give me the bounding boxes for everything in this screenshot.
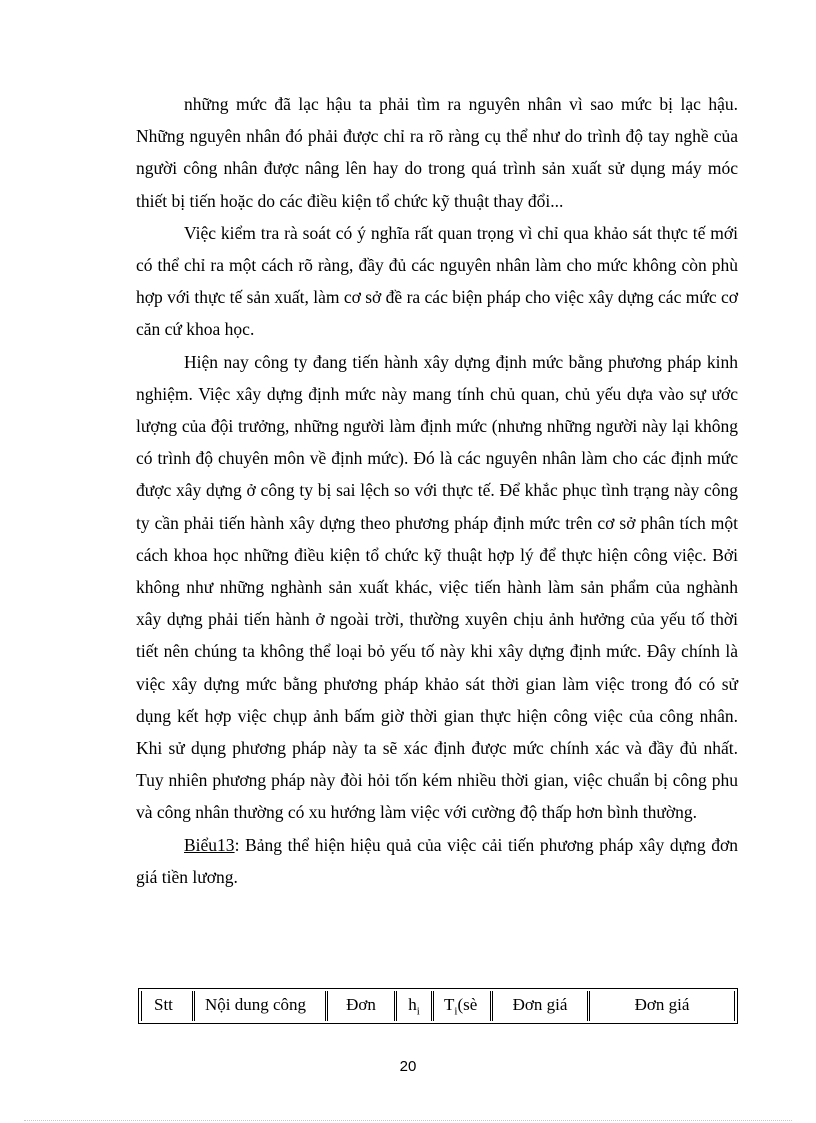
header-t-suffix: (sè xyxy=(457,995,478,1014)
table-caption xyxy=(136,829,738,893)
header-don-gia-2: Đơn giá xyxy=(589,991,735,1021)
header-noi-dung-cong: Nội dung công xyxy=(194,991,326,1021)
data-table xyxy=(138,988,738,1024)
header-don-gia-1: Đơn giá xyxy=(492,991,588,1021)
caption-text: : Bảng thể hiện hiệu quả của việc cải tiến phương pháp xây dựng đơn giá tiền lương. xyxy=(136,834,738,887)
header-stt: Stt xyxy=(141,991,193,1021)
page-number: 20 xyxy=(399,1058,417,1075)
header-h: h xyxy=(408,995,417,1014)
table-header-row xyxy=(141,991,735,1021)
header-h-subscript: i xyxy=(416,1005,420,1018)
header-ti xyxy=(433,991,491,1021)
page-bottom-divider xyxy=(24,1120,792,1121)
header-don: Đơn xyxy=(327,991,395,1021)
body-text xyxy=(136,88,738,893)
paragraph-3: Hiện nay công ty đang tiến hành xây dựng định mức bằng phương pháp kinh nghiệm. Việc xây dựng định mức này mang tính chủ quan, chủ yếu dựa vào sự ước lượng của đội trưởng, những người làm định mức (nhưng những người này lại không có trình độ chuyên môn về định mức). Đó là các nguyên nhân làm cho các định mức được xây dựng ở công ty bị sai lệch so với thực tế. Để khắc phục tình trạng này công ty cần phải tiến hành xây dựng theo phương pháp định mức trên cơ sở phân tích một cách khoa học những điều kiện tổ chức kỹ thuật hợp lý để thực hiện công việc. Bởi không như những nghành sản xuất khác, việc tiến hành làm sản phẩm của nghành xây dựng phải tiến hành ở ngoài trời, thường xuyên chịu ảnh hưởng của yếu tố thời tiết nên chúng ta không thể loại bỏ yếu tố này khi xây dựng định mức. Đây chính là việc xây dựng mức bằng phương pháp khảo sát thời gian làm việc trong đó có sử dụng kết hợp việc chụp ảnh bấm giờ thời gian thực hiện công việc của công nhân. Khi sử dụng phương pháp này ta sẽ xác định được mức chính xác và đầy đủ nhất. Tuy nhiên phương pháp này đòi hỏi tốn kém nhiều thời gian, việc chuẩn bị công phu và công nhân thường có xu hướng làm việc với cường độ thấp hơn bình thường. xyxy=(136,351,738,823)
paragraph-2: Việc kiểm tra rà soát có ý nghĩa rất quan trọng vì chỉ qua khảo sát thực tế mới có thể chỉ ra một cách rõ ràng, đầy đủ các nguyên nhân làm cho mức không còn phù hợp với thực tế sản xuất, làm cơ sở đề ra các biện pháp cho việc xây dựng các mức cơ căn cứ khoa học. xyxy=(136,222,738,340)
header-hi xyxy=(396,991,432,1021)
caption-label: Biểu13 xyxy=(184,834,235,855)
header-t-subscript: i xyxy=(454,1005,458,1018)
paragraph-1: những mức đã lạc hậu ta phải tìm ra nguyên nhân vì sao mức bị lạc hậu. Những nguyên nhân đó phải được chỉ ra rõ ràng cụ thể như do trình độ tay nghề của người công nhân được nâng lên hay do trong quá trình sản xuất sử dụng máy móc thiết bị tiến hoặc do các điều kiện tổ chức kỹ thuật thay đổi... xyxy=(136,94,738,211)
header-t: T xyxy=(444,995,455,1014)
